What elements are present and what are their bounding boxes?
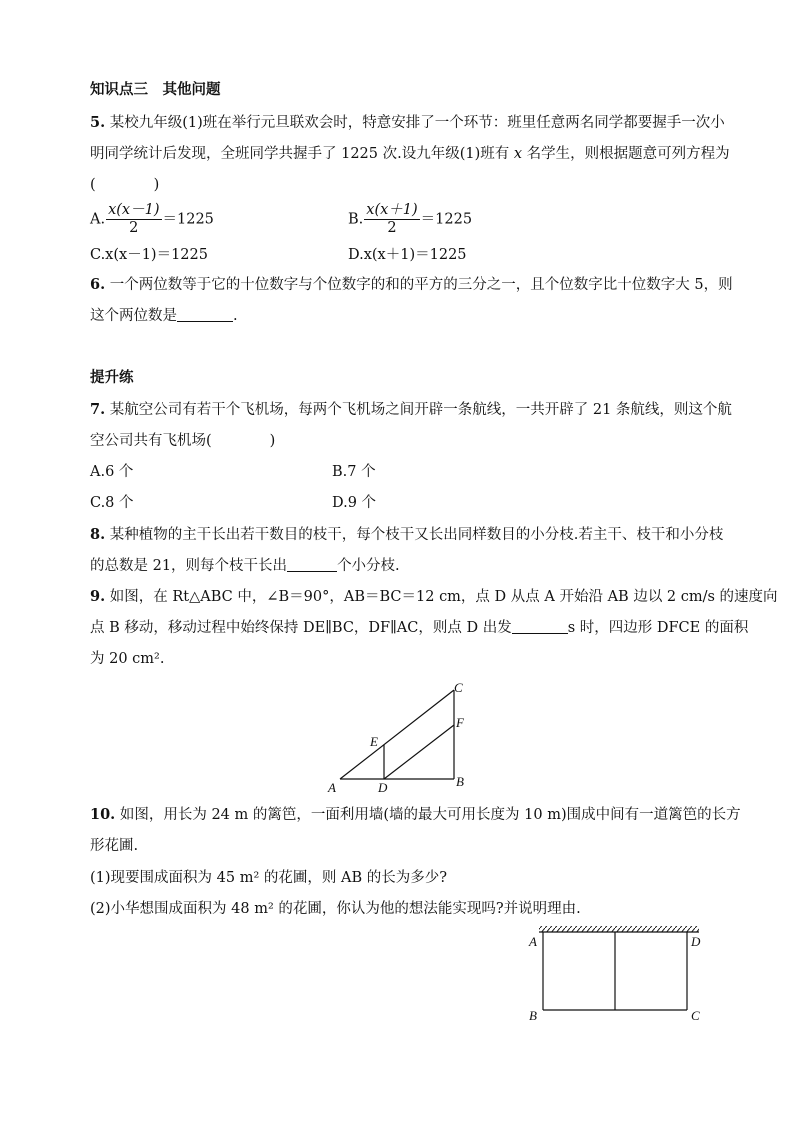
q5-option-a-fraction [106,202,161,237]
q5-line2 [90,144,730,164]
q7-option-a: A.6 个 [90,464,134,480]
q10-line1 [90,805,741,825]
q9-answer-blank[interactable] [512,619,568,634]
section-heading-other-problems: 知识点三 其他问题 [90,82,221,98]
q9-text2b: s 时，四边形 DFCE 的面积 [567,620,749,636]
q7-text1: 某航空公司有若干个飞机场，每两个飞机场之间开辟一条航线，一共开辟了 21 条航线，则这个航 [109,402,732,418]
label-c: C [454,680,463,695]
q9-triangle-figure [320,680,480,795]
q10-line2: 形花圃. [90,838,139,854]
q7-line1 [90,400,732,420]
q5-text2a: 明同学统计后发现，全班同学共握手了 1225 次.设九年级(1)班有 [90,146,514,162]
label-c: C [691,1008,700,1023]
q9-line2 [90,618,748,638]
q8-line2 [90,556,400,576]
q8-answer-blank[interactable] [287,557,337,572]
q5-answer-paren: ( ) [90,177,160,193]
wall-hatching [539,926,699,932]
segment-ac [340,690,454,779]
q6-text2b: . [233,308,238,324]
label-b: B [456,774,464,789]
q7-line2: 空公司共有飞机场( ) [90,433,276,449]
q5-var: x [513,146,523,162]
q10-number: 10. [90,806,116,823]
q8-text1: 某种植物的主干长出若干数目的枝干，每个枝干又长出同样数目的小分枝.若主干、枝干和小分枝 [109,527,724,543]
q5-option-b-label: B. [348,211,364,228]
q8-number: 8. [90,526,106,543]
q6-answer-blank[interactable] [177,307,233,322]
q7-option-d: D.9 个 [332,495,377,511]
q10-garden-figure [525,922,715,1027]
q7-option-c: C.8 个 [90,495,134,511]
q5-number: 5. [90,114,106,131]
q5-option-b-denominator: 2 [387,220,397,236]
q6-number: 6. [90,276,106,293]
q5-option-d: D.x(x＋1)＝1225 [348,247,467,263]
q6-text2a: 这个两位数是 [90,308,177,324]
section-heading-practice: 提升练 [90,370,134,386]
q9-line1 [90,587,778,607]
q5-option-a-label: A. [90,211,106,228]
q5-option-b [348,202,472,237]
q5-line1 [90,113,725,133]
q6-line1 [90,275,733,295]
q9-line3: 为 20 cm². [90,651,165,667]
q6-line2 [90,306,238,326]
label-a: A [529,934,537,949]
label-f: F [456,715,464,730]
label-d: D [691,934,701,949]
q5-option-b-rhs: ＝1225 [420,211,473,228]
q5-option-a-numerator: x(x－1) [108,202,160,218]
q5-text1: 某校九年级(1)班在举行元旦联欢会时，特意安排了一个环节：班里任意两名同学都要握手一次小 [109,115,725,131]
q9-text2a: 点 B 移动，移动过程中始终保持 DE∥BC，DF∥AC，则点 D 出发 [90,620,512,636]
q5-option-a-rhs: ＝1225 [162,211,214,228]
label-e: E [370,734,378,749]
segment-df [384,725,454,779]
q5-option-a [90,202,214,237]
label-b: B [529,1008,537,1023]
q6-text1: 一个两位数等于它的十位数字与个位数字的和的平方的三分之一，且个位数字比十位数字大 5，则 [109,277,733,293]
q9-text1: 如图，在 Rt△ABC 中，∠B＝90°，AB＝BC＝12 cm，点 D 从点 A 开始沿 AB 边以 2 cm/s 的速度向 [109,589,778,605]
q8-text2b: 个小分枝. [337,558,400,574]
q7-option-b: B.7 个 [332,464,376,480]
q10-text1: 如图，用长为 24 m 的篱笆，一面利用墙(墙的最大可用长度为 10 m)围成中间有一道篱笆的长方 [119,807,741,823]
q5-option-b-fraction [364,202,419,237]
q7-number: 7. [90,401,106,418]
q10-part1: (1)现要围成面积为 45 m² 的花圃，则 AB 的长为多少? [90,870,447,886]
label-a: A [328,780,336,795]
q10-part2: (2)小华想围成面积为 48 m² 的花圃，你认为他的想法能实现吗?并说明理由. [90,901,581,917]
q8-text2a: 的总数是 21，则每个枝干长出 [90,558,288,574]
label-d: D [378,780,388,795]
q9-number: 9. [90,588,106,605]
q5-option-a-denominator: 2 [129,220,139,236]
q5-option-b-numerator: x(x＋1) [366,202,418,218]
q5-option-c: C.x(x－1)＝1225 [90,247,208,263]
q5-text2b: 名学生，则根据题意可列方程为 [522,146,730,162]
q8-line1 [90,525,723,545]
